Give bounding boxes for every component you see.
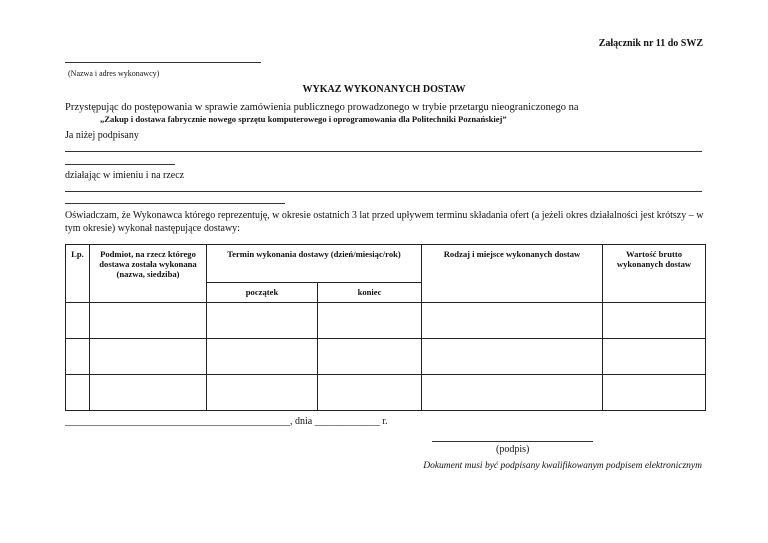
signer-name-line-2[interactable] [65,164,175,165]
table-row [66,375,706,411]
procurement-subject: „Zakup i dostawa fabrycznie nowego sprzętu komputerowego i oprogramowania dla Politechniki Poznańskiej” [100,114,507,124]
place-date-line[interactable]: _____________________________________________, dnia _____________ r. [65,416,388,427]
cell-end[interactable] [318,303,422,339]
cell-type-place[interactable] [422,339,603,375]
signer-name-line[interactable] [65,151,702,152]
table-row [66,339,706,375]
cell-start[interactable] [207,339,318,375]
cell-lp[interactable] [66,303,90,339]
cell-entity[interactable] [90,375,207,411]
table-row [66,303,706,339]
intro-text: Przystępując do postępowania w sprawie zamówienia publicznego prowadzonego w trybie przetargu nieograniczonego na [65,102,579,113]
header-gross-value: Wartość brutto wykonanych dostaw [603,245,706,303]
declaration-text: Oświadczam, że Wykonawca którego reprezentuję, w okresie ostatnich 3 lat przed upływem terminu składania ofert (a jeżeli okres działalności jest krótszy – w tym okresie) wykonał następujące dostawy: [65,210,704,234]
header-term: Termin wykonania dostawy (dzień/miesiąc/rok) [207,245,422,283]
cell-start[interactable] [207,375,318,411]
document-title: WYKAZ WYKONANYCH DOSTAW [302,84,466,95]
cell-entity[interactable] [90,339,207,375]
signature-caption: (podpis) [496,444,530,455]
annex-label: Załącznik nr 11 do SWZ [598,38,703,49]
acting-label: działając w imieniu i na rzecz [65,170,185,181]
cell-end[interactable] [318,375,422,411]
cell-gross-value[interactable] [603,339,706,375]
cell-type-place[interactable] [422,303,603,339]
represented-entity-line[interactable] [65,191,702,192]
cell-end[interactable] [318,339,422,375]
header-lp: Lp. [66,245,90,303]
signature-line[interactable] [432,441,593,442]
represented-entity-line-2[interactable] [65,203,285,204]
cell-gross-value[interactable] [603,303,706,339]
cell-gross-value[interactable] [603,375,706,411]
header-term-end: koniec [318,283,422,303]
cell-lp[interactable] [66,375,90,411]
signed-label: Ja niżej podpisany [65,130,139,141]
header-entity: Podmiot, na rzecz którego dostawa została wykonana (nazwa, siedziba) [90,245,207,303]
cell-lp[interactable] [66,339,90,375]
cell-entity[interactable] [90,303,207,339]
signature-notice: Dokument musi być podpisany kwalifikowanym podpisem elektronicznym [423,461,702,471]
contractor-caption: (Nazwa i adres wykonawcy) [68,69,160,78]
header-type-place: Rodzaj i miejsce wykonanych dostaw [422,245,603,303]
deliveries-table [65,244,706,411]
cell-type-place[interactable] [422,375,603,411]
cell-start[interactable] [207,303,318,339]
contractor-name-line[interactable] [65,62,261,63]
header-term-start: początek [207,283,318,303]
